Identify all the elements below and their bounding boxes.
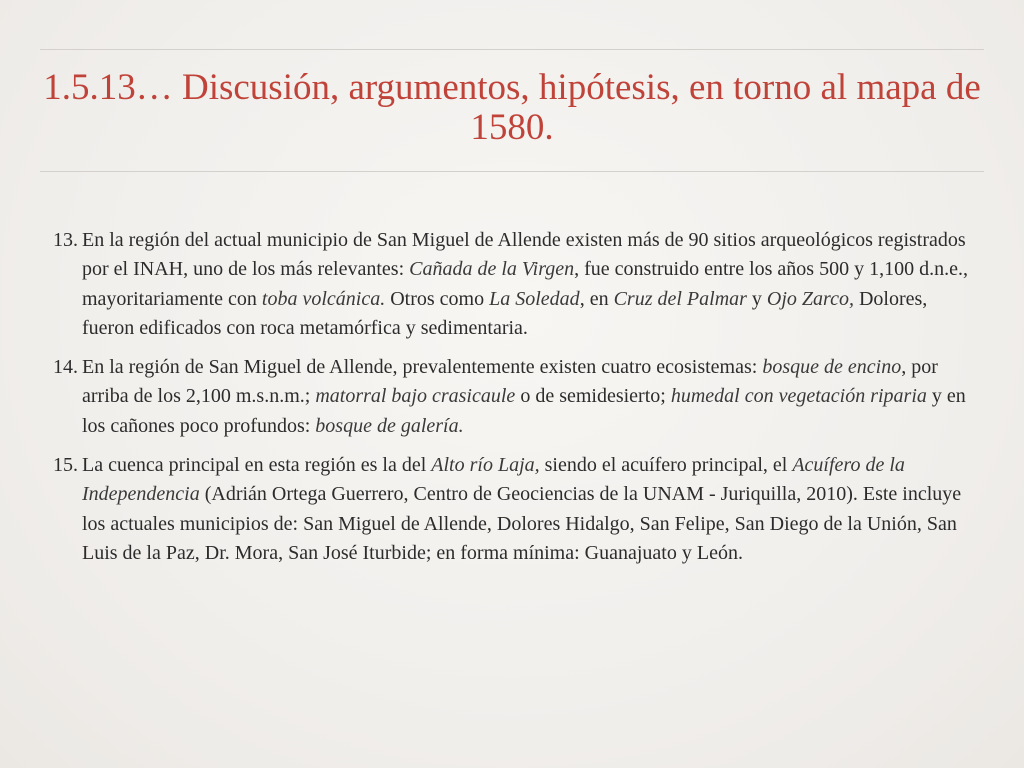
- list-item-text: [82, 226, 980, 343]
- text-run: siendo el acuífero principal, el: [539, 454, 793, 477]
- text-run: La cuenca principal en esta región es la del: [82, 454, 432, 477]
- list-item-number: 14.: [53, 356, 78, 379]
- text-run: y en los cañones poco profundos:: [82, 385, 966, 437]
- list-item-text: [82, 353, 980, 441]
- text-run: , por arriba de los 2,100 m.s.n.m.;: [82, 356, 938, 408]
- list-item-text: [82, 451, 980, 568]
- italic-term: matorral bajo crasicaule: [315, 385, 516, 408]
- list-item-number: 13.: [53, 229, 78, 251]
- text-run: En la región de San Miguel de Allende, prevalentemente existen cuatro ecosistemas:: [82, 356, 763, 379]
- italic-term: Alto río Laja,: [431, 454, 540, 477]
- italic-term: Ojo Zarco,: [766, 287, 854, 310]
- text-run: o de semidesierto;: [515, 385, 671, 408]
- italic-term: toba volcánica.: [261, 287, 386, 310]
- list-item-15: [40, 451, 980, 568]
- italic-term: humedal con vegetación riparia: [670, 385, 927, 408]
- title-bottom-rule: [40, 171, 984, 172]
- text-run: , fue construido entre los años 500 y 1,100 d.n.e., mayoritariamente con: [82, 258, 968, 310]
- text-run: , en: [579, 287, 614, 310]
- text-run: En la región del actual municipio de San Miguel de Allende existen más de 90 sitios arqueológicos registrados por el INAH, uno de los más relevantes:: [82, 229, 966, 281]
- italic-term: Cañada de la Virgen: [409, 258, 575, 281]
- text-run: Otros como: [385, 287, 490, 310]
- list-item-number: 15.: [53, 454, 78, 477]
- slide-title: 1.5.13… Discusión, argumentos, hipótesis, en torno al mapa de 1580.: [43, 67, 981, 148]
- list-item-13: [40, 226, 980, 343]
- text-run: Dolores, fueron edificados con roca metamórfica y sedimentaria.: [82, 287, 928, 339]
- italic-term: La Soledad: [489, 287, 580, 310]
- text-run: (Adrián Ortega Guerrero, Centro de Geociencias de la UNAM - Juriquilla, 2010). Este incluye los actuales municipios de: San Miguel de Allende, Dolores Hidalgo, San Felipe, San Diego de la Unión, San Luis de la Paz, Dr. Mora, San José Iturbide; en forma mínima: Guanajuato y León.: [82, 483, 962, 564]
- italic-term: Acuífero de la Independencia: [82, 454, 905, 506]
- italic-term: bosque de galería.: [315, 414, 464, 437]
- italic-term: bosque de encino: [762, 356, 902, 379]
- text-run: y: [746, 287, 767, 310]
- list-item-14: [40, 353, 980, 441]
- title-top-rule: [40, 49, 984, 50]
- numbered-list: [40, 226, 980, 578]
- italic-term: Cruz del Palmar: [613, 287, 747, 310]
